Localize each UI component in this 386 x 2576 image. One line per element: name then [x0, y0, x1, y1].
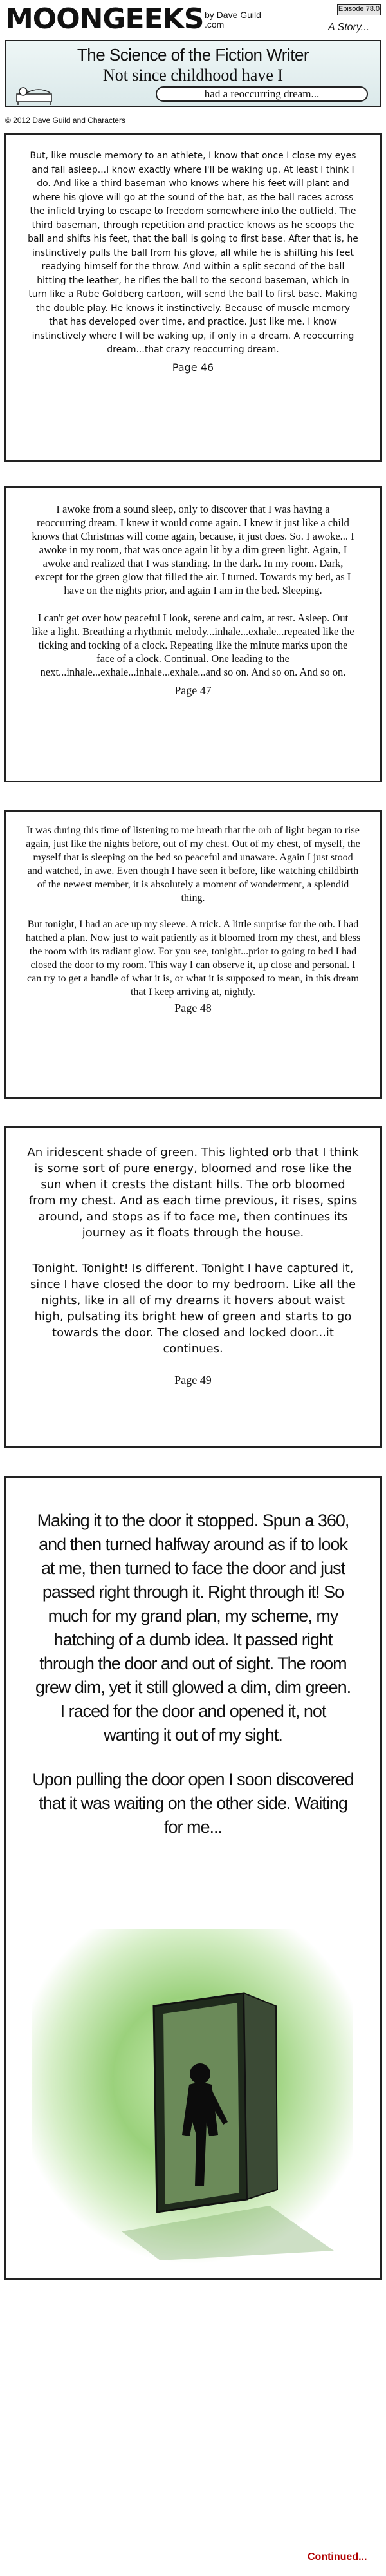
copyright-notice: © 2012 Dave Guild and Characters	[5, 116, 125, 125]
panel-text: It was during this time of listening to me breath that the orb of light began to rise again, just like the nights before, out of my chest. Out of my chest, of myself, the myself that is sleeping on the bed so peaceful and unaware. Again I just stood and watched, in awe. Even though I have seen it before, like watching childbirth of the newest member, it is absolutely a moment of wonderment, a splendid thing.	[26, 825, 360, 904]
panel-page-46	[4, 133, 382, 462]
comic-header	[0, 0, 386, 113]
panel-text: Tonight. Tonight! Is different. Tonight I have captured it, since I have closed the door to my bedroom. Like all the nights, like in all of my dreams it hovers about waist high, pulsating its bright hew of green and starts to go towards the door. The closed and locked door...it continues.	[30, 1262, 356, 1356]
page-number: Page 47	[174, 684, 212, 697]
panel-page-48	[4, 810, 382, 1099]
byline-author: by Dave Guild	[205, 10, 261, 20]
banner-title: The Science of the Fiction Writer	[77, 45, 309, 64]
story-tag: A Story...	[328, 22, 370, 33]
title-banner	[5, 40, 381, 107]
page-number: Page 48	[174, 1001, 212, 1014]
panel-text: Making it to the door it stopped. Spun a 360, and then turned halfway around as if to look at me, then turned to face the door and just passed right through it. Right through it! So much for my grand plan, my scheme, my hatching of a dumb idea. It passed right through the door and out of sight. The room grew dim, yet it still glowed a dim, dim green. I raced for the door and opened it, not wanting it out of my sight.	[35, 1511, 351, 1745]
continued-link[interactable]: Continued...	[308, 2552, 367, 2562]
page-number: Page 46	[172, 361, 214, 374]
panel-page-47	[4, 486, 382, 782]
byline	[205, 10, 261, 30]
panel-text: An iridescent shade of green. This lighted orb that I think is some sort of pure energy, bloomed and rose like the sun when it crests the distant hills. The orb bloomed from my chest. And as each time previous, it rises, spins around, and stops as if to face me, then continues its journey as it floats through the house.	[27, 1146, 359, 1240]
panel-page-49	[4, 1126, 382, 1448]
panel-page-50	[4, 1476, 382, 2280]
panel-text: But tonight, I had an ace up my sleeve. A trick. A little surprise for the orb. I had hatched a plan. Now just to wait patiently as it bloomed from my chest, and bless the room with its radiant glow. For you see, tonight...prior to going to bed I had closed the door to my room. This way I can observe it, up close and personal. I can try to get a handle of what it is, or what it is supposed to mean, in this dream that I keep arriving at, nightly.	[25, 919, 361, 998]
panel-text: But, like muscle memory to an athlete, I know that once I close my eyes and fall asleep...I know exactly where I'll be waking up. At least I think I do. And like a third baseman who knows where his feet will plant and where his glove will go at the sound of the bat, as the ball races across the infield trying to escape to freedom somewhere into the outfield. The third baseman, through repetition and practice knows as he scoops the ball and shifts his feet, that the ball is going to first base. After that is, he instinctively pulls the ball from his glove, all while he is shifting his feet readying himself for the throw. And within a split second of the ball hitting the leather, he rifles the ball to the second baseman, which in turn like a Rube Goldberg cartoon, will send the ball to first base. Making the double play. He knows it instinctively. Because of muscle memory that has developed over time, and practice. Just like me. I know instinctively where I will be waking up, if only in a dream. A reoccurring dream...that crazy reoccurring dream.	[28, 151, 358, 355]
open-door	[244, 1993, 277, 2199]
byline-domain: .com	[205, 19, 225, 30]
page-number: Page 49	[174, 1374, 212, 1387]
banner-subtitle: Not since childhood have I	[102, 66, 284, 84]
panel-text: Upon pulling the door open I soon discovered that it was waiting on the other side. Waiting for me...	[32, 1770, 354, 1837]
site-logo[interactable]: MOONGEEKS	[5, 3, 204, 35]
speech-bubble: had a reoccurring dream...	[156, 86, 368, 102]
panel-text: I can't get over how peaceful I look, serene and calm, at rest. Asleep. Out like a light. Breathing a rhythmic melody...inhale...exhale...repeated like the ticking and tocking of a clock. Repeating like the minute marks upon the face of a clock. Continual. One leading to the next...inhale...exhale...inhale...exhale...and so on. And so on. And so on.	[32, 612, 354, 678]
doorway-illustration	[32, 1929, 353, 2264]
panel-text: I awoke from a sound sleep, only to discover that I was having a reoccurring dream. I knew it would come again. I knew it just like a child knows that Christmas will come again, because, it just does. So. I awoke... I awoke in my room, that was once again lit by a dim green light. Again, I awoke and realized that I was standing. In the dark. In my room. Dark, except for the green glow that filled the air. I turned. Towards my bed, as I have on the nights prior, and again I am in the bed. Sleeping.	[32, 503, 354, 596]
episode-badge: Episode 78.0	[337, 4, 381, 15]
